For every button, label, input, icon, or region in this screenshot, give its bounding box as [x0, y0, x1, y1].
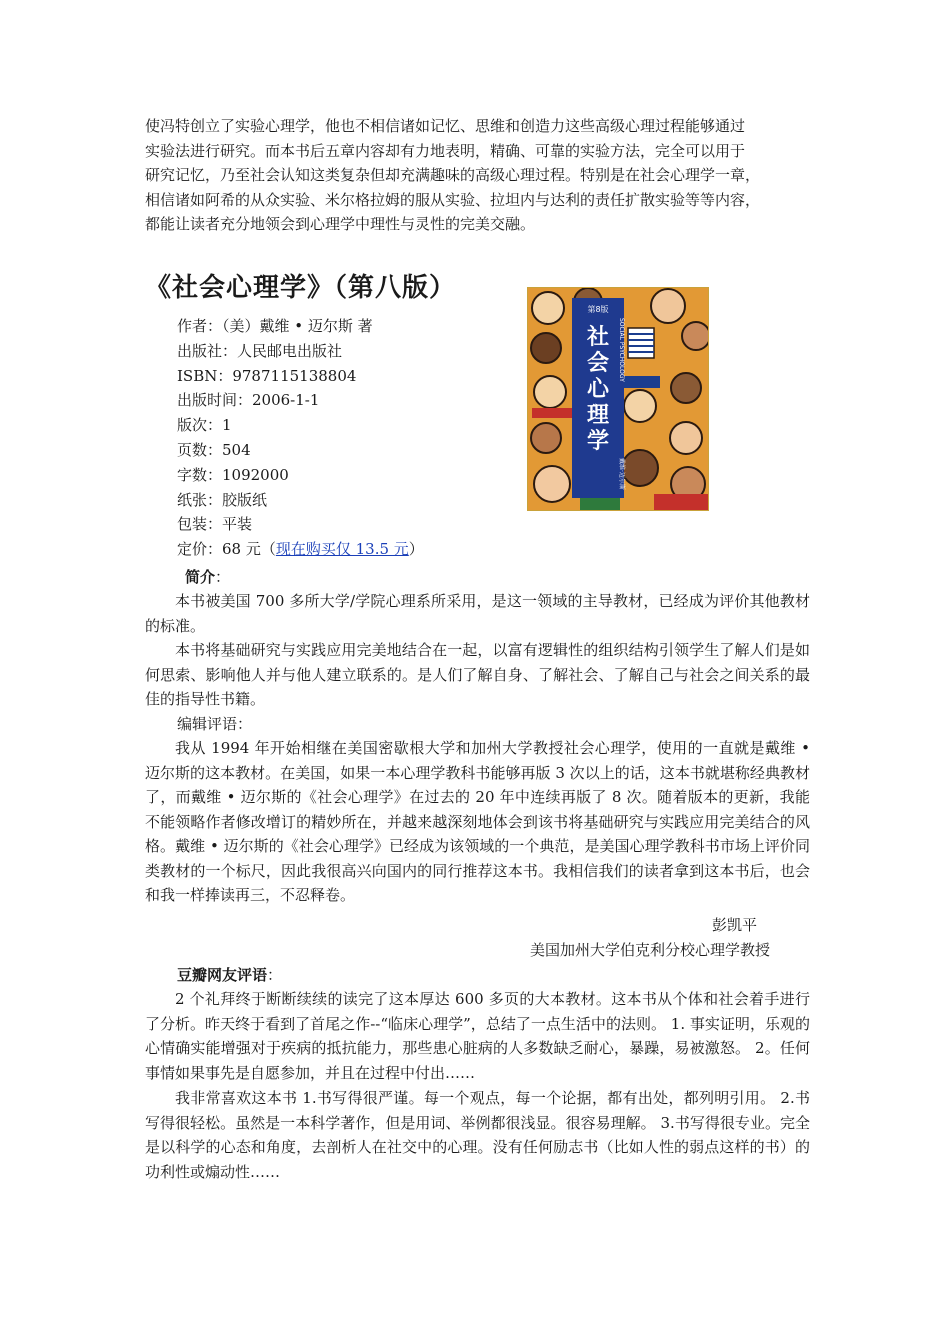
cover-title-text [586, 304, 610, 454]
douban-review-2: 我非常喜欢这本书 1.书写得很严谨。每一个观点，每一个论据，都有出处，都列明引用。 2.书写得很轻松。虽然是一本科学著作，但是用词、举例都很浅显。很容易理解。 3.书写得很专业。完全是以科学的心态和角度，去剖析人在社交中的心理。没有任何励志书（比如人性的弱点这样的书）的功利性或煽动性…… [145, 1089, 810, 1181]
cover-english-title: SOCIAL PSYCHOLOGY [618, 318, 625, 382]
cover-title-char: 学 [586, 429, 610, 454]
buy-now-link[interactable]: 现在购买仅 13.5 元 [275, 540, 409, 559]
summary-heading [185, 565, 230, 589]
cover-edition: 第8版 [587, 305, 609, 314]
book-edition: 版次：1 [177, 416, 232, 435]
douban-heading [177, 963, 282, 987]
reviewer-name: 彭凯平 [712, 916, 758, 934]
book-author: 作者：（美）戴维 • 迈尔斯 著 [177, 317, 373, 335]
cover-title-char: 理 [586, 403, 610, 428]
intro-line: 研究记忆，乃至社会认知这类复杂但却充满趣味的高级心理过程。特别是在社会心理学一章， [145, 166, 761, 184]
book-metadata [177, 314, 424, 562]
book-words: 字数：1092000 [177, 465, 289, 484]
cover-title-char: 心 [586, 377, 610, 402]
intro-line: 实验法进行研究。而本书后五章内容却有力地表明，精确、可靠的实验方法，完全可以用于 [145, 141, 746, 160]
book-pages: 页数：504 [177, 440, 251, 459]
douban-review-1: 2 个礼拜终于断断续续的读完了这本厚达 600 多页的大本教材。这本书从个体和社会着手进行了分析。昨天终于看到了首尾之作--“临床心理学”，总结了一点生活中的法则。 1. 事实证明，乐观的心情确实能增强对于疾病的抵抗能力，那些患心脏病的人多数缺乏耐心，暴躁，易被激怒。 2。任何事情如果事先是自愿参加，并且在过程中付出…… [145, 990, 810, 1082]
cover-illustration [528, 288, 708, 510]
book-title: 《社会心理学》（第八版） [145, 273, 457, 303]
cover-title-char: 会 [586, 351, 610, 376]
cover-author: 戴维·迈尔斯 [618, 458, 625, 490]
book-isbn: ISBN：9787115138804 [177, 366, 357, 385]
summary-heading-colon: ： [215, 568, 231, 586]
douban-heading-text: 豆瓣网友评语 [177, 966, 268, 984]
price-prefix: 定价：68 元（ [177, 540, 276, 559]
book-cover-image [527, 287, 709, 511]
intro-paragraph [145, 114, 815, 237]
intro-line: 都能让读者充分地领会到心理学中理性与灵性的完美交融。 [145, 215, 536, 233]
book-pub-date: 出版时间：2006-1-1 [177, 391, 320, 410]
intro-line: 使冯特创立了实验心理学，他也不相信诸如记忆、思维和创造力这些高级心理过程能够通过 [145, 117, 746, 135]
book-publisher: 出版社：人民邮电出版社 [177, 341, 343, 360]
douban-heading-colon: ： [267, 966, 283, 984]
editor-review-label: 编辑评语： [177, 715, 253, 733]
book-binding: 包装：平装 [177, 515, 253, 534]
price-suffix: ） [408, 540, 424, 559]
summary-paragraph-1: 本书被美国 700 多所大学/学院心理系所采用，是这一领域的主导教材，已经成为评价其他教材的标准。 [145, 592, 810, 635]
summary-paragraph-2: 本书将基础研究与实践应用完美地结合在一起，以富有逻辑性的组织结构引领学生了解人们是如何思索、影响他人并与他人建立联系的。是人们了解自身、了解社会、了解自己与社会之间关系的最佳的指导性书籍。 [145, 641, 810, 708]
book-price [177, 537, 424, 562]
book-paper: 纸张：胶版纸 [177, 490, 268, 509]
intro-line: 相信诸如阿希的从众实验、米尔格拉姆的服从实验、拉坦内与达利的责任扩散实验等等内容， [145, 190, 761, 209]
cover-title-char: 社 [586, 325, 610, 350]
reviewer-title: 美国加州大学伯克利分校心理学教授 [530, 941, 771, 959]
editor-review-text: 我从 1994 年开始相继在美国密歇根大学和加州大学教授社会心理学，使用的一直就是戴维 • 迈尔斯的这本教材。在美国，如果一本心理学教科书能够再版 3 次以上的话，这本书就堪称经典教材了，而戴维 • 迈尔斯的《社会心理学》在过去的 20 年中连续再版了 8 次。随着版本的更新，我能不能领略作者修改增订的精妙所在，并越来越深刻地体会到该书将基础研究与实践应用完美结合的风格。戴维 • 迈尔斯的《社会心理学》已经成为该领域的一个典范，是美国心理学教科书市场上评价同类教材的一个标尺，因此我很高兴向国内的同行推荐这本书。我相信我们的读者拿到这本书后，也会和我一样捧读再三，不忍释卷。 [145, 739, 810, 904]
summary-heading-text: 简介 [185, 568, 216, 586]
